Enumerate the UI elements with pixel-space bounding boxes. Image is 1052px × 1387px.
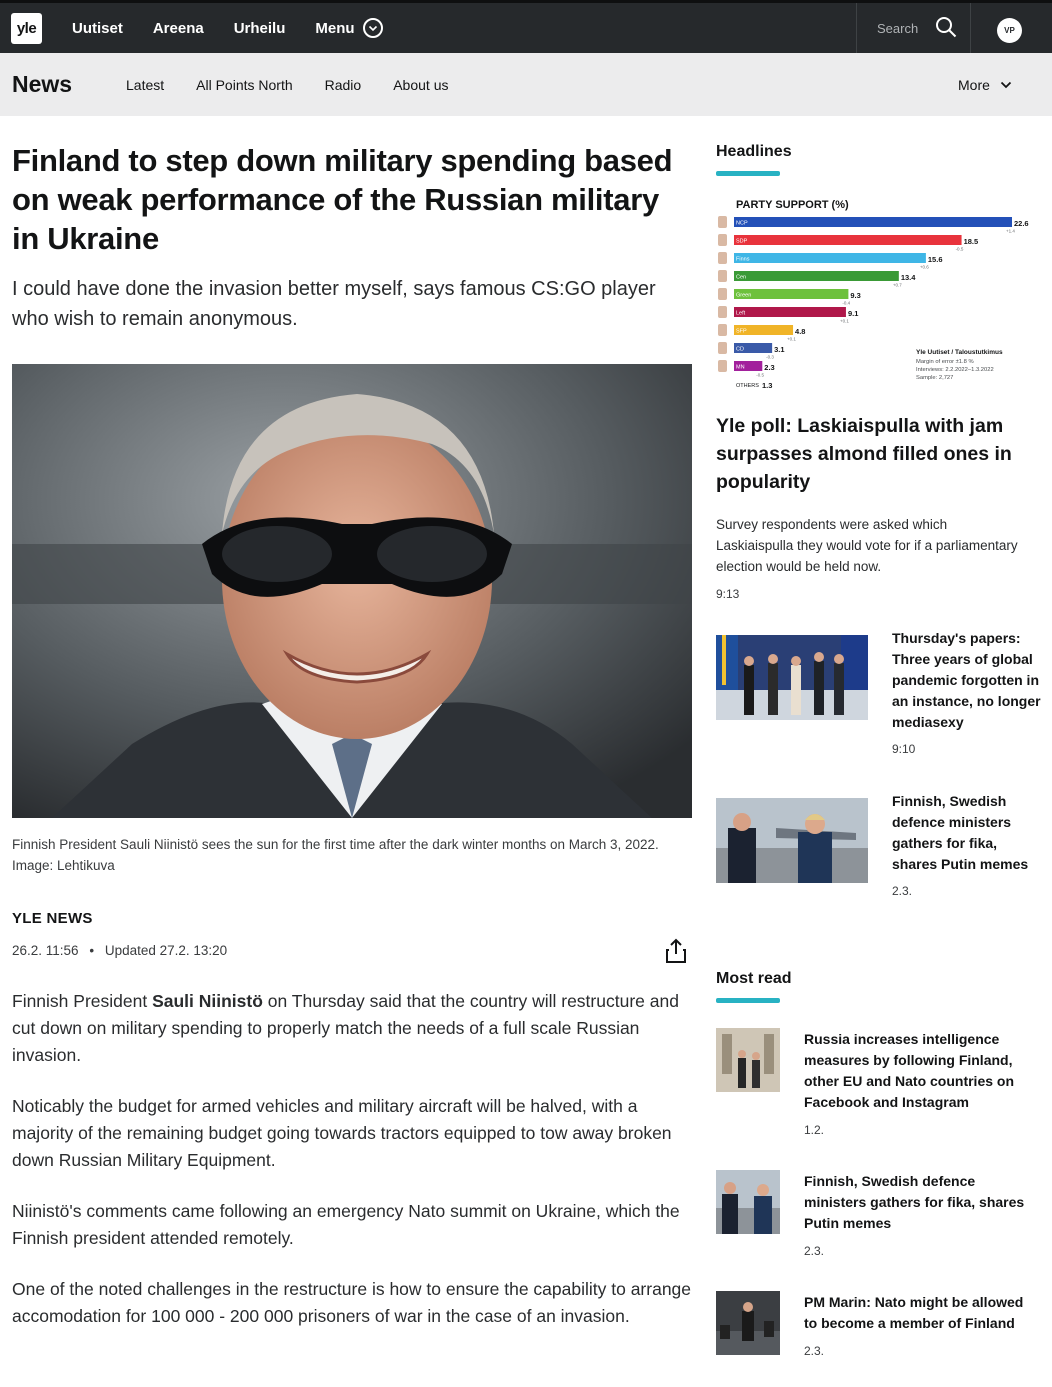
story-time: 9:10: [892, 742, 916, 756]
candidate-avatar: [718, 216, 727, 228]
link-about-us[interactable]: About us: [393, 76, 449, 93]
bar-category-label: Left: [736, 310, 746, 317]
president-photo: [12, 364, 692, 818]
chart-note: Sample: 2,727: [916, 375, 954, 381]
bar-value-label: 2.3: [764, 363, 775, 372]
nav-menu[interactable]: [315, 18, 382, 38]
story-thumbnail[interactable]: [716, 1291, 780, 1355]
byline: YLE NEWS: [12, 910, 93, 927]
link-latest[interactable]: Latest: [126, 76, 165, 93]
hero-image: [12, 364, 692, 818]
bar-change-label: -0.5: [955, 246, 964, 252]
bar-change-label: +1.4: [1006, 228, 1015, 234]
p1-before: Finnish President: [12, 991, 153, 1011]
bar-category-label: Green: [736, 292, 752, 299]
article-lead: I could have done the invasion better myself, says famous CS:GO player who wish to remain anonymous.: [12, 278, 656, 330]
most-read-underline: [716, 998, 780, 1003]
bar-category-label: Finns: [736, 256, 750, 263]
bar-category-label: SDP: [736, 238, 748, 245]
bar-value-label: 15.6: [927, 255, 943, 264]
section-title[interactable]: News: [12, 71, 73, 97]
hall-photo: [716, 1028, 780, 1092]
chart-note: Interviews: 2.2.2022–1.3.2022: [916, 367, 994, 373]
bar-value-label: 18.5: [963, 237, 979, 246]
story-thumbnail[interactable]: [716, 1170, 780, 1234]
published-time: 26.2. 11:56: [12, 943, 79, 958]
bar-change-label: +0.1: [839, 318, 849, 324]
article-paragraph: Noticably the budget for armed vehicles and military aircraft will be halved, with a majority of the remaining budget going towards tractors equipped to tow away broken down Russian Military Equipment.: [12, 1096, 672, 1170]
story-time: 2.3.: [804, 1344, 825, 1358]
headline-story-link[interactable]: Finnish, Swedish defence ministers gathers for fika, shares Putin memes: [892, 793, 1029, 872]
candidate-avatar: [718, 234, 727, 246]
story-thumbnail[interactable]: [716, 1028, 780, 1092]
candidate-avatar: [718, 342, 727, 354]
bar-value-label: 22.6: [1014, 219, 1029, 228]
nav-uutiset[interactable]: Uutiset: [72, 19, 123, 37]
headlines-heading: Headlines: [716, 143, 792, 160]
nav-urheilu[interactable]: Urheilu: [233, 19, 286, 37]
link-all-points-north[interactable]: All Points North: [196, 76, 293, 93]
bar-change-label: -0.5: [756, 372, 765, 378]
poll-summary: Survey respondents were asked which Laskiaispulla they would vote for if a parliamentary election would be held now.: [716, 517, 1018, 574]
article-paragraph: One of the noted challenges in the restructure is how to ensure the capability to arrange accomodation for 100 000 - 200 000 prisoners of war in the case of an invasion.: [12, 1279, 692, 1326]
most-read-heading: Most read: [716, 970, 792, 987]
candidate-avatar: [718, 324, 727, 336]
candidate-avatar: [718, 270, 727, 282]
top-bar: [0, 0, 1052, 53]
search-icon: [935, 16, 957, 38]
chart-note: Margin of error ±1.8 %: [916, 359, 974, 365]
story-time: 2.3.: [804, 1244, 825, 1258]
bar-category-label: CD: [736, 346, 744, 353]
bar-value-label: 1.3: [762, 381, 773, 390]
bar-change-label: -0.4: [842, 300, 851, 306]
most-read-story-link[interactable]: Russia increases intelligence measures by following Finland, other EU and Nato countries on Facebook and Instagram: [804, 1031, 1015, 1110]
bar-change-label: -0.3: [766, 354, 774, 360]
story-thumbnail[interactable]: [716, 635, 868, 720]
bar-value-label: 9.1: [847, 309, 859, 318]
bar-value-label: 13.4: [900, 273, 916, 282]
bar-value-label: 9.3: [850, 291, 861, 300]
p1-after: on Thursday said that the country will restructure and cut down on military spending to properly match the needs of a full scale Russian invasion.: [12, 991, 679, 1065]
chart-bar: [734, 235, 962, 245]
section-links: [126, 53, 480, 116]
bar-category-label: NCP: [736, 220, 748, 227]
poll-headline-link[interactable]: Yle poll: Laskiaispulla with jam surpasses almond filled ones in popularity: [716, 415, 1012, 493]
bar-category-label: OTHERS: [736, 383, 759, 389]
link-radio[interactable]: Radio: [324, 76, 362, 93]
chart-bar: [734, 253, 926, 263]
yle-logo[interactable]: yle: [11, 13, 42, 44]
bar-category-label: SFP: [736, 328, 747, 335]
user-avatar[interactable]: VP: [997, 18, 1022, 43]
bar-category-label: Cen: [736, 274, 747, 281]
chart-title: PARTY SUPPORT (%): [736, 199, 849, 211]
bar-change-label: +0.6: [919, 264, 929, 270]
story-thumbnail[interactable]: [716, 798, 868, 883]
menu-label: Menu: [315, 19, 355, 37]
press-conference-photo: [716, 635, 868, 720]
headline-story-link[interactable]: Thursday's papers: Three years of global pandemic forgotten in an instance, no longer mediasexy: [892, 630, 1041, 730]
defence-ministers-photo: [716, 1170, 780, 1234]
bar-change-label: +0.7: [892, 282, 902, 288]
chart-source: Yle Uutiset / Taloustutkimus: [916, 349, 1003, 356]
share-icon[interactable]: [665, 938, 687, 964]
more-label: More: [958, 77, 990, 93]
candidate-avatar: [718, 252, 727, 264]
date-separator: •: [89, 943, 95, 958]
search-label: Search: [877, 21, 919, 36]
chart-bar: [734, 271, 899, 281]
article-paragraph: Niinistö's comments came following an emergency Nato summit on Ukraine, which the Finnish president attended remotely.: [12, 1201, 680, 1248]
party-support-chart[interactable]: [716, 196, 1036, 390]
nav-areena[interactable]: Areena: [152, 19, 204, 37]
article-paragraph: [12, 988, 692, 1069]
more-button[interactable]: [958, 77, 1012, 93]
story-time: 1.2.: [804, 1123, 825, 1137]
candidate-avatar: [718, 288, 727, 300]
poll-time: 9:13: [716, 587, 740, 601]
article-headline: Finland to step down military spending based on weak performance of the Russian military in Ukraine: [12, 143, 673, 256]
chevron-down-icon: [1000, 80, 1012, 90]
chart-bar: [734, 217, 1012, 227]
bar-change-label: +0.1: [787, 336, 796, 342]
most-read-story-link[interactable]: PM Marin: Nato might be allowed to become a member of Finland: [804, 1294, 1024, 1331]
person-name: Sauli Niinistö: [152, 991, 263, 1011]
bar-category-label: MN: [736, 364, 745, 371]
top-nav: [72, 3, 413, 53]
section-nav: [0, 53, 1052, 116]
bar-value-label: 3.1: [774, 345, 785, 354]
headlines-underline: [716, 171, 780, 176]
most-read-story-link[interactable]: Finnish, Swedish defence ministers gathers for fika, shares Putin memes: [804, 1173, 1025, 1231]
candidate-avatar: [718, 360, 727, 372]
chevron-down-icon: [363, 18, 383, 38]
search-button[interactable]: [856, 3, 971, 53]
image-caption: Finnish President Sauli Niinistö sees the sun for the first time after the dark winter months on March 3, 2022. Image: Lehtikuva: [12, 837, 659, 873]
chart-bar: [734, 307, 846, 317]
candidate-avatar: [718, 306, 727, 318]
story-time: 2.3.: [892, 884, 913, 898]
publish-dates: [12, 943, 227, 958]
defence-ministers-photo: [716, 798, 868, 883]
updated-time: Updated 27.2. 13:20: [104, 943, 228, 958]
bar-value-label: 4.8: [795, 327, 806, 336]
press-photo: [716, 1291, 780, 1355]
